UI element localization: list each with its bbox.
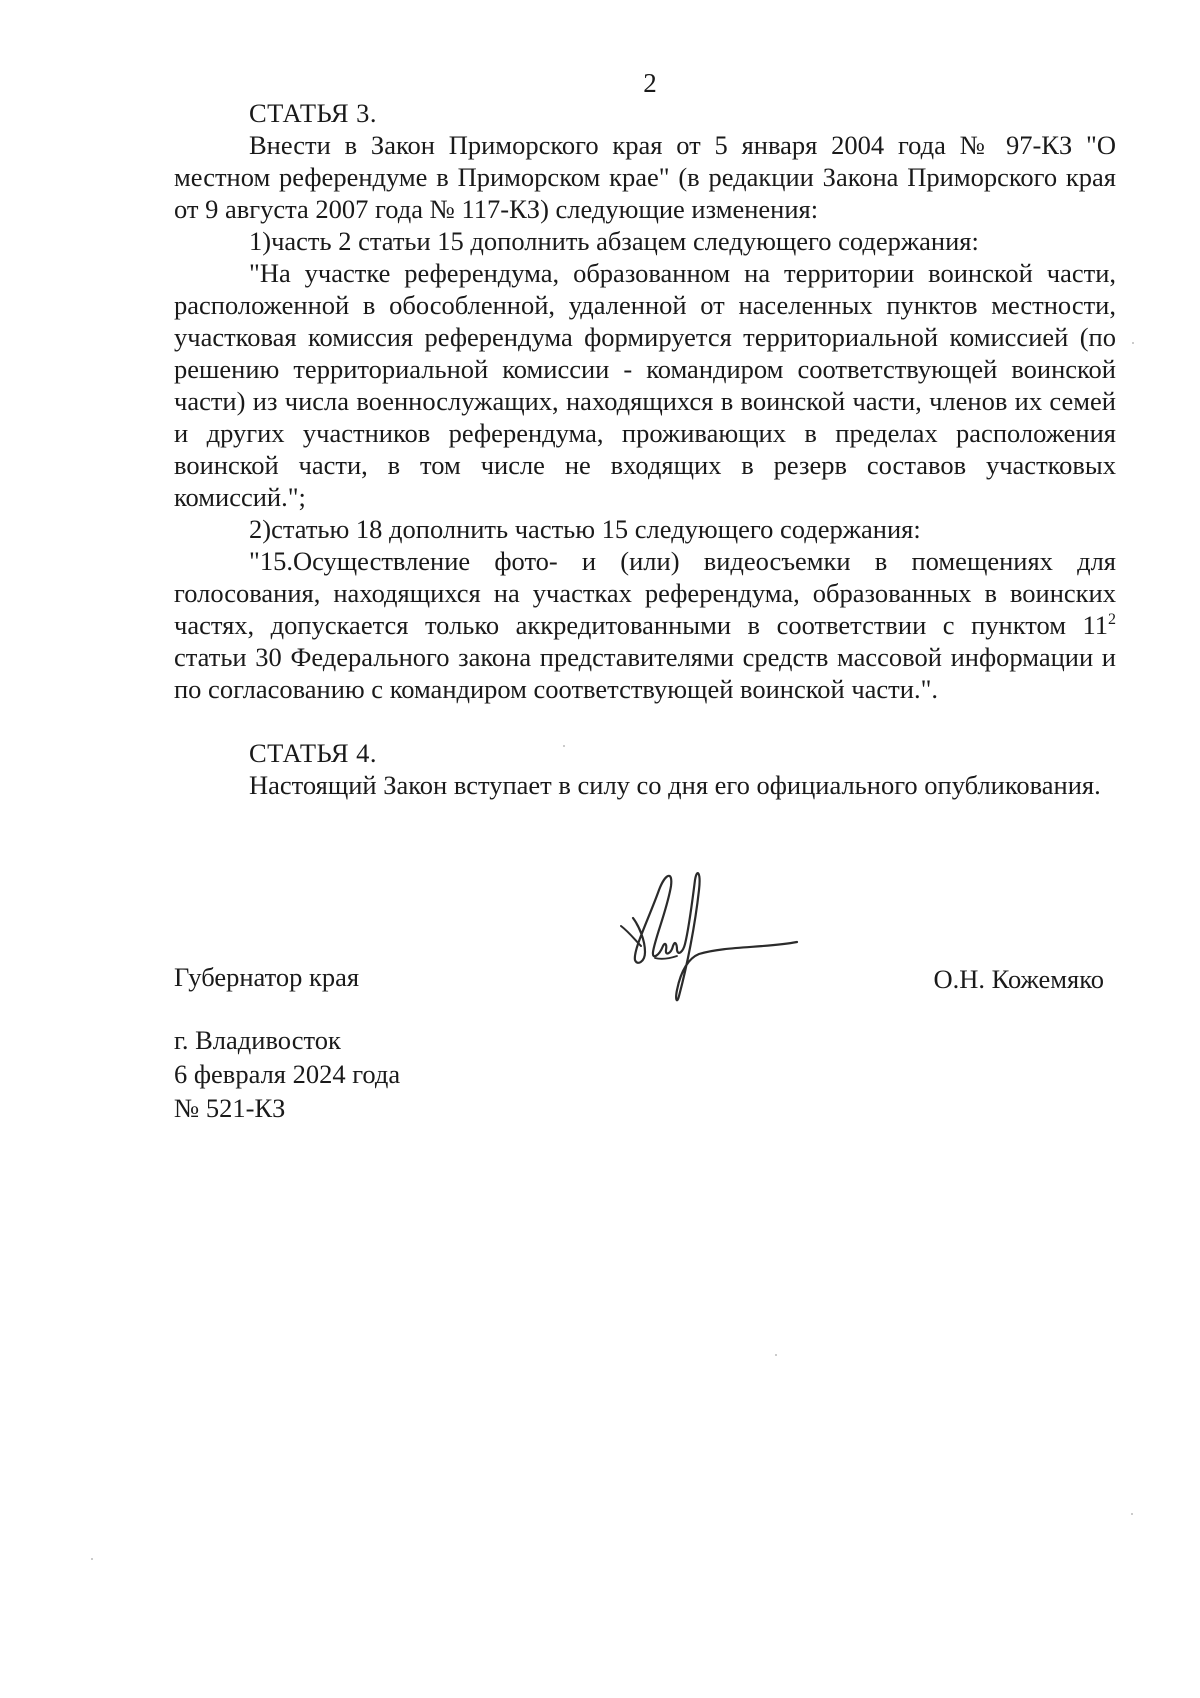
article-3-item-2: 2)статью 18 дополнить частью 15 следующего содержания:	[249, 514, 921, 544]
document-body	[174, 97, 1116, 801]
document-footer	[174, 1023, 400, 1125]
article-3-quote-2	[174, 545, 1116, 705]
scan-speck	[1132, 342, 1134, 344]
scan-speck	[1131, 1513, 1133, 1515]
signatory-position: Губернатор края	[174, 962, 360, 992]
footer-date: 6 февраля 2024 года	[174, 1059, 401, 1089]
page-number: 2	[643, 68, 657, 98]
signature-block	[174, 962, 1116, 1002]
article-3-quote-1: "На участке референдума, образованном на территории воинской части, расположенной в обособленной, удаленной от населенных пунктов местности, участковая комиссия референдума формируется территориальной комиссией (по решению территориальной комиссии - командиром соответствующей воинской части) из числа военнослужащих, находящихся в воинской части, членов их семей и других участников референдума, проживающих в пределах расположения воинской части, в том числе не входящих в резерв составов участковых комиссий.";	[174, 258, 1116, 512]
scan-speck	[91, 1558, 93, 1560]
article-3-intro: Внести в Закон Приморского края от 5 января 2004 года № 97-КЗ "О местном референдуме в Приморском крае" (в редакции Закона Приморского края от 9 августа 2007 года № 117-КЗ) следующие изменения:	[174, 130, 1116, 224]
footer-law-number: № 521-КЗ	[174, 1093, 286, 1123]
scan-speck	[775, 1354, 777, 1356]
article-4-heading: СТАТЬЯ 4.	[249, 738, 378, 768]
article-3-heading: СТАТЬЯ 3.	[249, 98, 378, 128]
quote-2-text-before: "15.Осуществление фото- и (или) видеосъемки в помещениях для голосования, находящихся на участках референдума, образованных в воинских частях, допускается только аккредитованными в соответствии с пунктом 11	[174, 546, 1116, 640]
article-3-item-1: 1)часть 2 статьи 15 дополнить абзацем следующего содержания:	[249, 226, 979, 256]
article-4-text: Настоящий Закон вступает в силу со дня его официального опубликования.	[249, 770, 1101, 800]
quote-2-text-after: статьи 30 Федерального закона представителями средств массовой информации и по согласованию с командиром соответствующей воинской части.".	[174, 642, 1116, 704]
signatory-name: О.Н. Кожемяко	[933, 964, 1104, 994]
quote-2-superscript: 2	[1108, 611, 1116, 629]
footer-city: г. Владивосток	[174, 1025, 341, 1055]
scan-speck	[563, 745, 565, 747]
